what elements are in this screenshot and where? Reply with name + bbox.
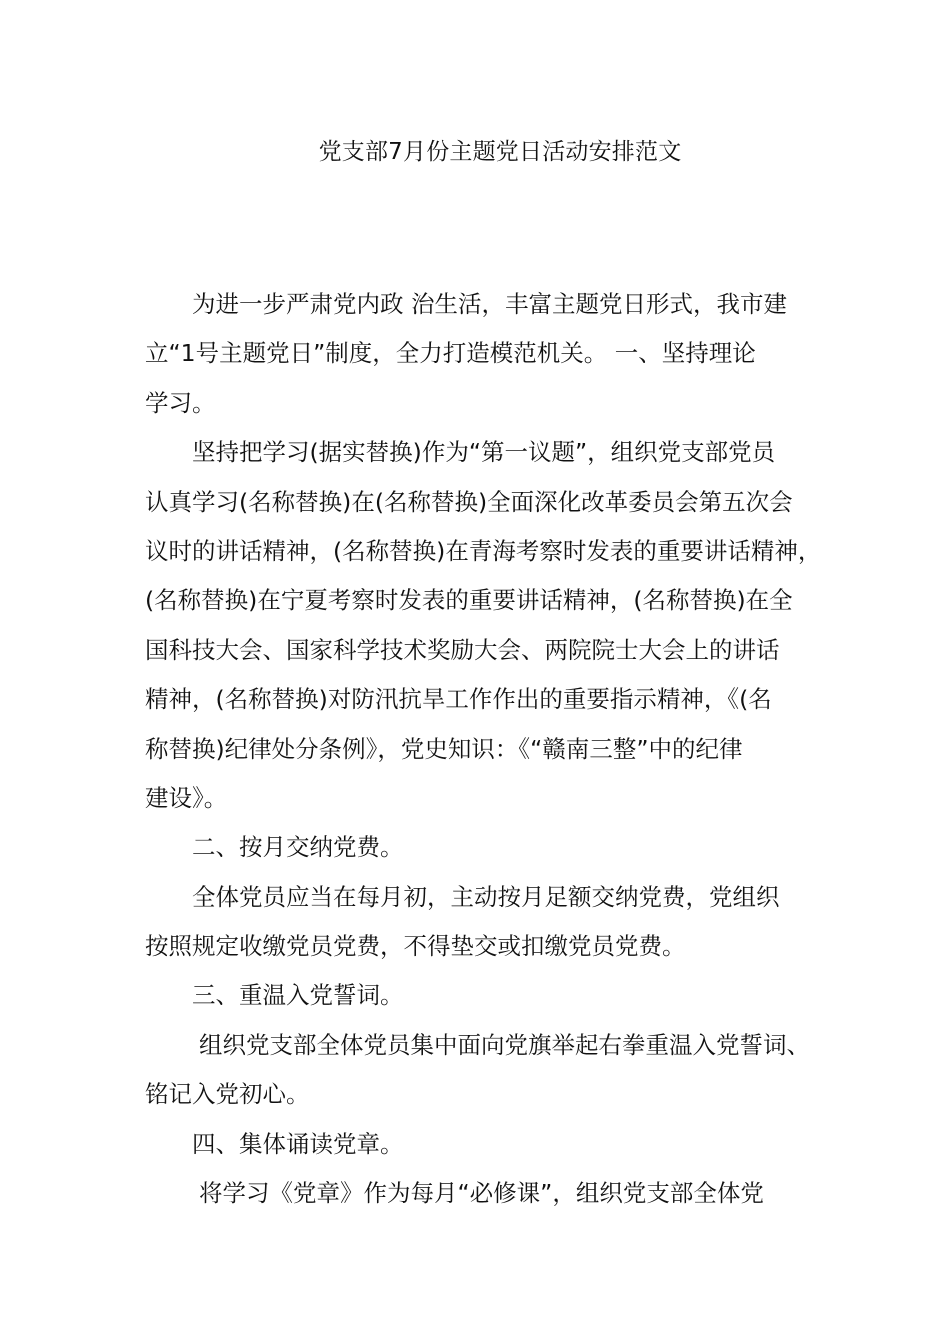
paragraph-line: 议时的讲话精神，(名称替换)在青海考察时发表的重要讲话精神， — [145, 536, 822, 565]
paragraph-line: 全体党员应当在每月初，主动按月足额交纳党费，党组织 — [192, 882, 780, 911]
paragraph-line: 精神，(名称替换)对防汛抗旱工作作出的重要指示精神，《(名 — [145, 685, 772, 714]
paragraph-line: 组织党支部全体党员集中面向党旗举起右拳重温入党誓词、 — [199, 1030, 810, 1059]
section-heading: 二、按月交纳党费。 — [192, 833, 404, 862]
paragraph-line: 称替换)纪律处分条例》，党史知识：《“赣南三整”中的纪律 — [145, 734, 743, 763]
paragraph-line: 按照规定收缴党员党费，不得垫交或扣缴党员党费。 — [145, 932, 686, 961]
paragraph-line: 国科技大会、国家科学技术奖励大会、两院院士大会上的讲话 — [145, 635, 780, 664]
paragraph-line: 认真学习(名称替换)在(名称替换)全面深化改革委员会第五次会 — [145, 487, 793, 516]
paragraph-line: 为进一步严肃党内政 治生活，丰富主题党日形式，我市建 — [192, 290, 787, 318]
section-heading: 四、集体诵读党章。 — [192, 1129, 404, 1158]
document-title: 党支部7月份主题党日活动安排范文 — [318, 139, 682, 165]
paragraph-line: 坚持把学习(据实替换)作为“第一议题”，组织党支部党员 — [192, 438, 776, 467]
paragraph-line: 铭记入党初心。 — [145, 1080, 310, 1109]
document-body — [145, 280, 825, 1218]
paragraph-line: 学习。 — [145, 388, 216, 417]
paragraph-line: (名称替换)在宁夏考察时发表的重要讲话精神，(名称替换)在全 — [145, 586, 793, 615]
paragraph-line: 将学习《党章》作为每月“必修课”，组织党支部全体党 — [199, 1179, 764, 1208]
paragraph-line: 立“1号主题党日”制度，全力打造模范机关。 一、坚持理论 — [145, 339, 756, 368]
paragraph-line: 建设》。 — [145, 783, 228, 812]
section-heading: 三、重温入党誓词。 — [192, 981, 404, 1010]
